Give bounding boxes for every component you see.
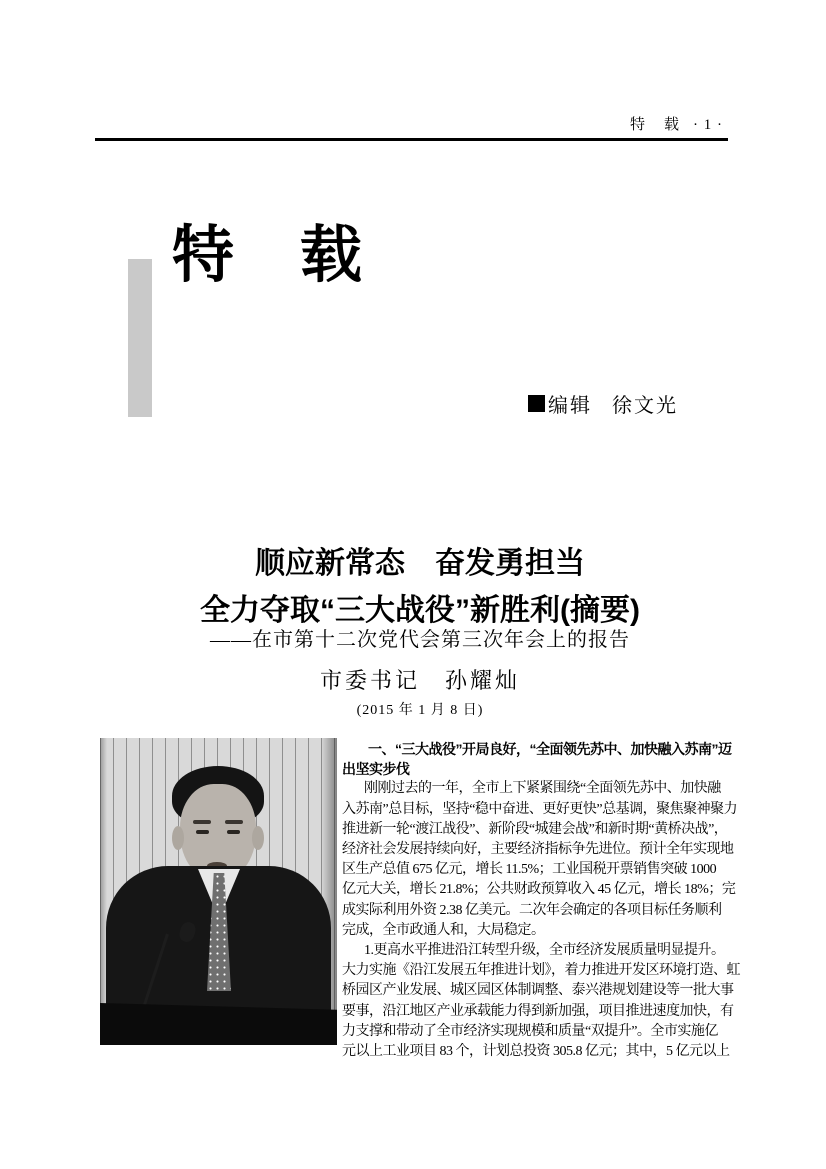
running-head-section: 特 载 bbox=[629, 117, 681, 133]
body-line: 桥园区产业发展、城区园区体制调整、泰兴港规划建设等一批大事 bbox=[342, 983, 734, 999]
body-line: 经济社会发展持续向好，主要经济指标争先进位。预计全年实现地 bbox=[342, 842, 734, 858]
photo-brow-left-shape bbox=[193, 820, 211, 824]
body-line: 力支撑和带动了全市经济实现规模和质量“双提升”。全市实施亿 bbox=[342, 1023, 718, 1039]
body-line: 亿元大关，增长 21.8%；公共财政预算收入 45 亿元，增长 18%；完 bbox=[342, 882, 736, 898]
section-title: 特 载 bbox=[172, 222, 365, 290]
body-text-column bbox=[342, 739, 740, 1062]
body-line: 完成，全市政通人和，大局稳定。 bbox=[342, 922, 545, 938]
editor-name: 徐文光 bbox=[612, 394, 678, 417]
body-line: 大力实施《沿江发展五年推进计划》，着力推进开发区环境打造、虹 bbox=[342, 963, 740, 979]
body-line: 一、“三大战役”开局良好，“全面领先苏中、加快融入苏南”迈 bbox=[368, 741, 732, 757]
article-author: 市委书记 孙耀灿 bbox=[319, 668, 520, 693]
photo-brow-right-shape bbox=[225, 820, 243, 824]
running-head bbox=[630, 113, 723, 134]
body-line: 1.更高水平推进沿江转型升级，全市经济发展质量明显提升。 bbox=[364, 943, 725, 959]
article-title bbox=[95, 540, 745, 634]
body-line: 入苏南”总目标，坚持“稳中奋进、更好更快”总基调，聚焦聚神聚力 bbox=[342, 801, 738, 817]
editor-label: 编辑 bbox=[548, 394, 592, 417]
section-gray-bar bbox=[128, 259, 152, 417]
body-line: 刚刚过去的一年，全市上下紧紧围绕“全面领先苏中、加快融 bbox=[364, 781, 721, 797]
body-line: 要事，沿江地区产业承载能力得到新加强，项目推进速度加快，有 bbox=[342, 1003, 734, 1019]
header-rule bbox=[95, 138, 728, 141]
article-subtitle: ——在市第十二次党代会第三次年会上的报告 bbox=[210, 629, 630, 651]
body-line: 元以上工业项目 83 个，计划总投资 305.8 亿元；其中，5 亿元以上 bbox=[342, 1044, 730, 1060]
photo-eye-left-shape bbox=[196, 830, 209, 834]
photo-ear-left-shape bbox=[172, 826, 184, 850]
photo-podium-shape bbox=[100, 1003, 337, 1045]
photo-eye-right-shape bbox=[227, 830, 240, 834]
body-line: 区生产总值 675 亿元，增长 11.5%；工业国税开票销售突破 1000 bbox=[342, 862, 717, 878]
article-date: (2015 年 1 月 8 日) bbox=[356, 703, 484, 718]
article-title-line2: 全力夺取“三大战役”新胜利(摘要) bbox=[200, 594, 640, 627]
filled-square-icon bbox=[528, 395, 545, 412]
page-number: · 1 · bbox=[693, 117, 723, 133]
editor-line bbox=[528, 391, 678, 415]
body-line: 成实际利用外资 2.38 亿美元。二次年会确定的各项目标任务顺利 bbox=[342, 902, 722, 918]
body-line: 推进新一轮“渡江战役”、新阶段“城建会战”和新时期“黄桥决战”， bbox=[342, 821, 728, 837]
body-line: 出坚实步伐 bbox=[342, 761, 410, 778]
photo-ear-right-shape bbox=[252, 826, 264, 850]
article-title-line1: 顺应新常态 奋发勇担当 bbox=[255, 547, 585, 580]
speaker-photo bbox=[100, 738, 337, 1045]
